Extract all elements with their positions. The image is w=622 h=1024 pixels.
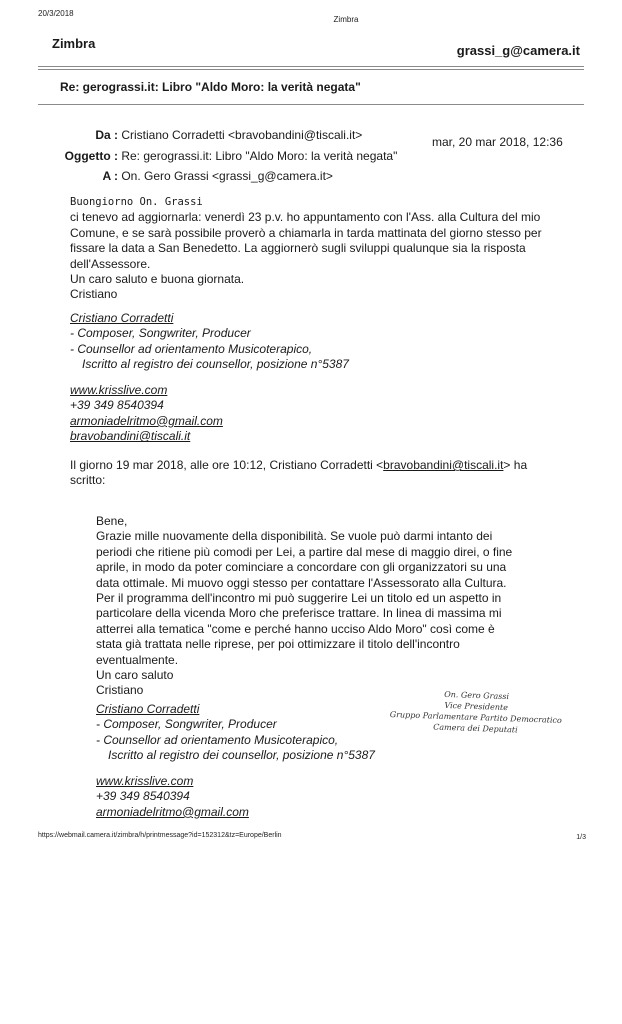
print-url: https://webmail.camera.it/zimbra/h/printmessage?id=152312&tz=Europe/Berlin (38, 832, 282, 839)
signature-role: - Composer, Songwriter, Producer (96, 717, 277, 732)
brand-name: Zimbra (52, 36, 96, 51)
quote-intro (70, 458, 590, 489)
reply-line: ci tenevo ad aggiornarla: venerdì 23 p.v. ho appuntamento con l'Ass. alla Cultura del mio (70, 210, 541, 225)
subject-label: Oggetto : (64, 149, 118, 163)
quoted-line: stata già trattata nelle riprese, per poi ottimizzare il titolo dell'incontro (96, 637, 460, 652)
stamp-line: On. Gero Grassi (444, 689, 510, 702)
reply-line: Un caro saluto e buona giornata. (70, 272, 245, 287)
stamp-line: Gruppo Parlamentare Partito Democratico (389, 709, 562, 725)
account-email: grassi_g@camera.it (456, 43, 580, 58)
quoted-line: Bene, (96, 514, 128, 528)
message-subject: Re: gerograssi.it: Libro "Aldo Moro: la verità negata" (60, 80, 361, 94)
to-label: A : (102, 169, 118, 183)
signature-role: - Composer, Songwriter, Producer (70, 326, 251, 341)
quoted-line: data ottimale. Mi muovo oggi stesso per contattare l'Assessorato alla Cultura. (96, 575, 507, 590)
signature-role: Iscritto al registro dei counsellor, posizione n°5387 (82, 357, 349, 372)
stamp-line: Vice Presidente (444, 700, 509, 713)
quoted-body (96, 514, 590, 699)
quoted-line: periodi che ritiene più comodi per Lei, a partire dal mese di maggio direi, o fine (96, 544, 513, 559)
subject-divider (38, 104, 584, 105)
signature-role: Iscritto al registro dei counsellor, posizione n°5387 (108, 748, 375, 763)
quoted-line: particolare della vicenda Moro che preferisce trattare. In linea di massima mi (96, 606, 502, 621)
message-date: mar, 20 mar 2018, 12:36 (432, 135, 563, 149)
header-divider (38, 66, 584, 67)
quote-intro-line2: scritto: (70, 473, 106, 488)
signature-1 (70, 311, 470, 373)
reply-body (70, 195, 590, 303)
reply-line: fissare la data a San Benedetto. La aggiornerò sugli sviluppi qualunque sia la risposta (70, 241, 526, 256)
website-link[interactable]: www.krisslive.com (70, 383, 168, 397)
reply-line: dell'Assessore. (70, 256, 151, 271)
print-title: Zimbra (333, 15, 359, 24)
from-row (30, 128, 362, 142)
quote-intro-prefix: Il giorno 19 mar 2018, alle ore 10:12, Cristiano Corradetti < (70, 458, 384, 472)
from-value: Cristiano Corradetti <bravobandini@tiscali.it> (121, 128, 363, 142)
signature-name: Cristiano Corradetti (96, 702, 200, 716)
to-value: On. Gero Grassi <grassi_g@camera.it> (121, 169, 333, 183)
email-link[interactable]: bravobandini@tiscali.it (70, 429, 191, 444)
email-link[interactable]: armoniadelritmo@gmail.com (96, 804, 249, 819)
website-link[interactable]: www.krisslive.com (96, 774, 194, 788)
from-label: Da : (95, 128, 118, 142)
signature-role: - Counsellor ad orientamento Musicoterapico, (96, 732, 339, 747)
quoted-line: Per il programma dell'incontro mi può suggerire Lei un titolo ed un aspetto in (96, 591, 502, 606)
subject-row (30, 149, 397, 163)
header-divider-2 (38, 69, 584, 70)
signature-name: Cristiano Corradetti (70, 311, 174, 325)
email-link[interactable]: armoniadelritmo@gmail.com (70, 413, 223, 428)
reply-greeting: Buongiorno On. Grassi (70, 196, 203, 208)
quoted-line: Un caro saluto (96, 668, 174, 683)
signature-role: - Counsellor ad orientamento Musicoterapico, (70, 341, 313, 356)
phone-number: +39 349 8540394 (96, 789, 190, 804)
to-row (30, 169, 333, 183)
phone-number: +39 349 8540394 (70, 398, 164, 413)
quote-intro-email[interactable]: bravobandini@tiscali.it (383, 458, 504, 472)
signature-2-contacts (96, 774, 396, 820)
print-date: 20/3/2018 (38, 9, 74, 18)
quoted-line: eventualmente. (96, 652, 179, 667)
signature-1-contacts (70, 383, 370, 445)
quoted-line: Grazie mille nuovamente della disponibilità. Se vuole può darmi intanto dei (96, 529, 493, 544)
official-stamp (387, 687, 564, 737)
reply-line: Comune, e se sarà possibile proverò a chiamarla in tarda mattinata del giorno stesso per (70, 225, 542, 240)
page-number: 1/3 (576, 834, 586, 841)
stamp-line: Camera dei Deputati (433, 722, 518, 735)
quoted-line: Cristiano (96, 683, 144, 698)
quoted-line: atterrei alla tematica "come e perché hanno ucciso Aldo Moro" così come è (96, 621, 495, 636)
subject-value: Re: gerograssi.it: Libro "Aldo Moro: la verità negata" (121, 149, 398, 163)
quoted-line: aprile, in modo da poter cominciare a concordare con gli organizzatori su una (96, 560, 507, 575)
quote-intro-suffix: > ha (503, 458, 528, 472)
reply-line: Cristiano (70, 287, 118, 302)
